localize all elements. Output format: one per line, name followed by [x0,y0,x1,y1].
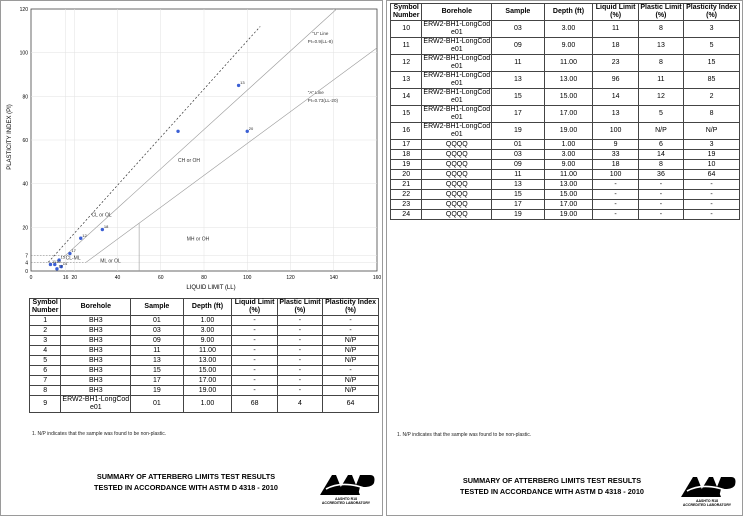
table-cell: - [277,326,322,336]
data-point-label: 17 [71,248,76,254]
table-cell: 19 [391,160,422,170]
table-cell: 3 [684,140,740,150]
table-cell: 10 [684,160,740,170]
table-row [391,123,740,140]
table-cell: 15 [391,106,422,123]
right-results-table [390,3,740,220]
y-tick-label: 100 [19,50,28,57]
table-row [30,336,379,346]
table-cell: 03 [492,150,544,160]
region-label: CL or OL [91,212,112,219]
table-cell: BH3 [61,316,131,326]
table-cell: 13 [593,106,638,123]
table-cell: 15 [492,89,544,106]
data-point-label: 13 [240,79,245,85]
logo-sub-1: AASHTO R18 [334,497,358,501]
table-cell: 7 [30,376,61,386]
u-line-equation: PI=0.9(LL-8) [307,38,333,44]
table-cell: 03 [492,21,544,38]
table-cell: 2 [30,326,61,336]
table-cell: 22 [391,190,422,200]
table-cell: 14 [638,150,683,160]
table-cell: 09 [131,336,183,346]
left-table-header-cell: Plastic Limit (%) [277,299,322,316]
table-cell: 15.00 [544,190,593,200]
table-cell: 33 [593,150,638,160]
left-table-header-cell: Sample [131,299,183,316]
table-cell: N/P [323,386,379,396]
table-cell: ERW2-BH1-LongCode01 [423,106,491,121]
left-table-header-cell: Plasticity Index (%) [323,299,379,316]
table-cell: - [638,200,683,210]
table-cell: 01 [492,140,544,150]
table-cell: 17 [131,376,183,386]
table-row [30,316,379,326]
x-tick-label: 100 [243,275,252,281]
x-tick-label: 160 [372,275,382,281]
table-cell: - [638,210,683,220]
table-cell: N/P [323,346,379,356]
table-cell: 1.00 [183,316,232,326]
table-cell: 15 [684,55,740,72]
table-cell: - [684,180,740,190]
x-tick-label: 16 [62,275,69,281]
logo-sub-2: ACCREDITED LABORATORY [682,503,732,507]
table-cell: 68 [232,396,277,413]
table-cell: - [277,336,322,346]
table-cell: - [323,316,379,326]
table-row [30,386,379,396]
table-cell: 8 [638,21,683,38]
table-cell: 17.00 [544,106,593,123]
table-cell: 3 [684,21,740,38]
table-cell: - [684,200,740,210]
plasticity-chart [1,1,384,301]
data-point-label: 12 [82,232,87,238]
table-cell: - [232,386,277,396]
table-cell: - [232,336,277,346]
x-tick-label: 80 [201,275,207,281]
table-cell: 9 [593,140,638,150]
table-cell: 8 [30,386,61,396]
table-cell: ERW2-BH1-LongCode01 [62,396,130,411]
table-row [391,89,740,106]
table-cell: 11.00 [544,170,593,180]
left-summary-title [71,471,301,493]
right-table-header-cell: Sample [492,4,544,21]
region-label: MH or OH [186,236,210,243]
table-cell: - [232,366,277,376]
y-tick-label: 4 [25,260,28,267]
y-tick-label: 40 [22,181,28,188]
y-tick-label: 120 [19,7,28,13]
table-cell: 19 [131,386,183,396]
table-cell: BH3 [61,376,131,386]
table-cell: 2 [684,89,740,106]
table-cell: - [277,366,322,376]
table-cell: N/P [323,376,379,386]
table-cell: 1.00 [544,140,593,150]
table-cell: 21 [391,180,422,190]
chart-points [49,80,254,271]
region-label: CH or OH [178,157,201,164]
table-cell: 14 [391,89,422,106]
x-tick-label: 140 [329,275,338,281]
right-table-header-cell: Plastic Limit (%) [638,4,683,21]
left-results-table [29,298,379,413]
table-cell: 13 [492,72,544,89]
table-cell: 9.00 [544,38,593,55]
a-line-equation: PI=0.73(LL-20) [307,97,338,103]
table-cell: 5 [638,106,683,123]
aap-logo-icon [677,473,737,499]
left-table-header-cell: Borehole [61,299,131,316]
table-row [391,150,740,160]
table-cell: ERW2-BH1-LongCode01 [423,21,491,36]
table-row [30,376,379,386]
table-cell: BH3 [61,336,131,346]
table-cell: 15 [492,190,544,200]
table-cell: 17.00 [183,376,232,386]
table-cell: 14 [593,89,638,106]
table-row [391,190,740,200]
left-table-body [30,316,379,413]
data-point-label: 20 [248,125,254,131]
table-cell: 3.00 [544,21,593,38]
table-cell: 13 [492,180,544,190]
table-cell: 11 [391,38,422,55]
table-cell: 11 [131,346,183,356]
table-cell: 13 [638,38,683,55]
right-table-header-cell: Plasticity Index (%) [684,4,740,21]
table-cell: - [277,346,322,356]
table-cell: 5 [30,356,61,366]
y-axis-label: PLASTICITY INDEX (PI) [7,104,13,170]
aap-logo [677,473,737,513]
table-cell: 12 [638,89,683,106]
table-cell: QQQQ [422,140,492,150]
data-point-label: 15 [60,254,66,260]
table-cell: - [323,326,379,336]
table-cell: - [277,386,322,396]
table-cell: - [684,190,740,200]
table-cell: 19.00 [183,386,232,396]
table-cell: 11 [593,21,638,38]
table-cell: ERW2-BH1-LongCode01 [423,55,491,70]
right-table-header-cell: Depth (ft) [544,4,593,21]
table-cell: 20 [391,170,422,180]
table-cell: 13 [391,72,422,89]
table-cell: 03 [131,326,183,336]
table-cell: 13.00 [544,180,593,190]
table-cell: 12 [391,55,422,72]
table-cell: - [232,326,277,336]
a-line-label: "A" Line [307,90,324,96]
table-cell: 17.00 [544,200,593,210]
table-cell: 19 [684,150,740,160]
left-table-header-cell: Depth (ft) [183,299,232,316]
x-tick-label: 0 [29,275,33,281]
x-tick-label: 40 [114,275,121,281]
x-tick-label: 60 [157,275,164,281]
summary-line-1: SUMMARY OF ATTERBERG LIMITS TEST RESULTS [96,472,276,481]
table-cell: - [593,190,638,200]
table-row [391,38,740,55]
table-cell: - [638,190,683,200]
table-row [391,160,740,170]
table-cell: 16 [391,123,422,140]
summary-line-2: TESTED IN ACCORDANCE WITH ASTM D 4318 - 2010 [460,487,644,496]
table-cell: 10 [391,21,422,38]
table-cell: - [593,180,638,190]
table-cell: 11 [638,72,683,89]
table-cell: 11 [492,55,544,72]
table-cell: - [593,200,638,210]
table-row [391,140,740,150]
table-cell: ERW2-BH1-LongCode01 [423,72,491,87]
table-cell: QQQQ [422,160,492,170]
table-cell: 23 [391,200,422,210]
table-cell: 5 [684,38,740,55]
table-cell: 6 [638,140,683,150]
table-cell: 15 [131,366,183,376]
summary-line-2: TESTED IN ACCORDANCE WITH ASTM D 4318 - 2010 [94,483,278,492]
table-row [391,170,740,180]
left-table-header-cell: Symbol Number [30,299,61,316]
table-cell: 18 [391,150,422,160]
table-cell: 8 [684,106,740,123]
table-row [391,106,740,123]
table-cell: QQQQ [422,190,492,200]
table-cell: 18 [593,38,638,55]
table-cell: 85 [684,72,740,89]
x-tick-label: 20 [71,275,78,281]
table-row [391,210,740,220]
table-cell: N/P [323,356,379,366]
data-point-label: 17 [58,263,63,269]
table-cell: 09 [492,160,544,170]
table-cell: QQQQ [422,170,492,180]
right-table-body [391,21,740,220]
table-cell: 19 [492,123,544,140]
region-label: CL-ML [65,255,81,262]
table-cell: 1.00 [183,396,232,413]
left-table-header [30,299,379,316]
table-cell: 8 [638,160,683,170]
table-cell: ERW2-BH1-LongCode01 [423,123,491,138]
table-row [30,346,379,356]
a-line [86,48,377,265]
table-cell: QQQQ [422,150,492,160]
right-report-page [386,0,743,516]
table-cell: QQQQ [422,210,492,220]
table-cell: BH3 [61,326,131,336]
table-cell: 64 [684,170,740,180]
table-cell: 96 [593,72,638,89]
logo-sub-1: AASHTO R18 [695,499,719,503]
table-cell: 100 [593,170,638,180]
right-table-header [391,4,740,21]
right-table-header-cell: Liquid Limit (%) [593,4,638,21]
table-cell: 1 [30,316,61,326]
table-cell: BH3 [61,386,131,396]
table-cell: - [232,376,277,386]
table-cell: 15.00 [183,366,232,376]
table-cell: 23 [593,55,638,72]
table-cell: 13.00 [544,72,593,89]
y-tick-label: 80 [22,94,28,101]
y-tick-label: 7 [25,253,28,260]
left-footnote: 1. N/P indicates that the sample was found to be non-plastic. [32,431,167,437]
table-cell: N/P [638,123,683,140]
x-axis-label: LIQUID LIMIT (LL) [186,285,236,291]
table-cell: 8 [638,55,683,72]
table-cell: - [638,180,683,190]
aap-logo-icon [316,471,376,497]
y-tick-label: 0 [25,269,28,275]
table-cell: 6 [30,366,61,376]
table-cell: QQQQ [422,200,492,210]
y-tick-label: 20 [22,225,28,232]
table-cell: 9.00 [183,336,232,346]
table-cell: BH3 [61,346,131,356]
region-label: ML or OL [100,258,121,265]
chart-region-labels [66,31,339,264]
table-cell: BH3 [61,366,131,376]
table-cell: - [277,356,322,366]
table-cell: 100 [593,123,638,140]
table-row [30,366,379,376]
table-row [30,326,379,336]
table-cell: 64 [323,396,379,413]
table-row [391,55,740,72]
table-cell: 4 [277,396,322,413]
table-cell: ERW2-BH1-LongCode01 [423,89,491,104]
table-row [30,396,379,413]
table-cell: - [232,356,277,366]
table-cell: - [277,376,322,386]
x-tick-label: 120 [286,275,295,281]
table-cell: 01 [131,316,183,326]
table-cell: 17 [391,140,422,150]
chart-grid [31,9,377,271]
data-point-label: 11 [51,258,57,264]
table-cell: 09 [492,38,544,55]
table-cell: 01 [131,396,183,413]
table-cell: 3 [30,336,61,346]
table-cell: - [593,210,638,220]
table-cell: N/P [323,336,379,346]
table-cell: 3.00 [183,326,232,336]
table-cell: 15.00 [544,89,593,106]
table-cell: 3.00 [544,150,593,160]
data-point-label: 10 [56,258,61,264]
table-cell: BH3 [61,356,131,366]
table-cell: 24 [391,210,422,220]
table-cell: 9 [30,396,61,413]
data-point-label: 14 [62,261,68,267]
table-cell: 19.00 [544,210,593,220]
table-cell: 18 [593,160,638,170]
right-footnote: 1. N/P indicates that the sample was found to be non-plastic. [397,432,532,438]
table-cell: 17 [492,106,544,123]
u-line [65,9,337,256]
table-cell: 11 [492,170,544,180]
table-cell: 11.00 [544,55,593,72]
table-row [391,200,740,210]
left-table-header-cell: Liquid Limit (%) [232,299,277,316]
table-row [391,21,740,38]
table-row [30,356,379,366]
right-table-header-cell: Symbol Number [391,4,422,21]
summary-line-1: SUMMARY OF ATTERBERG LIMITS TEST RESULTS [462,476,642,485]
table-cell: 4 [30,346,61,356]
table-cell: - [323,366,379,376]
table-cell: - [232,316,277,326]
table-row [391,180,740,190]
table-cell: QQQQ [422,180,492,190]
table-cell: 11.00 [183,346,232,356]
table-cell: 13.00 [183,356,232,366]
table-cell: - [277,316,322,326]
table-cell: - [232,346,277,356]
logo-sub-2: ACCREDITED LABORATORY [321,501,371,505]
table-row [391,72,740,89]
right-summary-title [437,475,667,497]
u-line-label: "U" Line [312,31,329,37]
table-cell: - [684,210,740,220]
table-cell: 9.00 [544,160,593,170]
table-cell: 17 [492,200,544,210]
table-cell: N/P [684,123,740,140]
table-cell: ERW2-BH1-LongCode01 [423,38,491,53]
data-point-label: 18 [103,224,109,230]
data-point [176,130,179,133]
table-cell: 13 [131,356,183,366]
table-cell: 19.00 [544,123,593,140]
y-tick-label: 60 [22,138,28,144]
right-table-header-cell: Borehole [422,4,492,21]
aap-logo [316,471,376,511]
table-cell: 19 [492,210,544,220]
table-cell: 36 [638,170,683,180]
